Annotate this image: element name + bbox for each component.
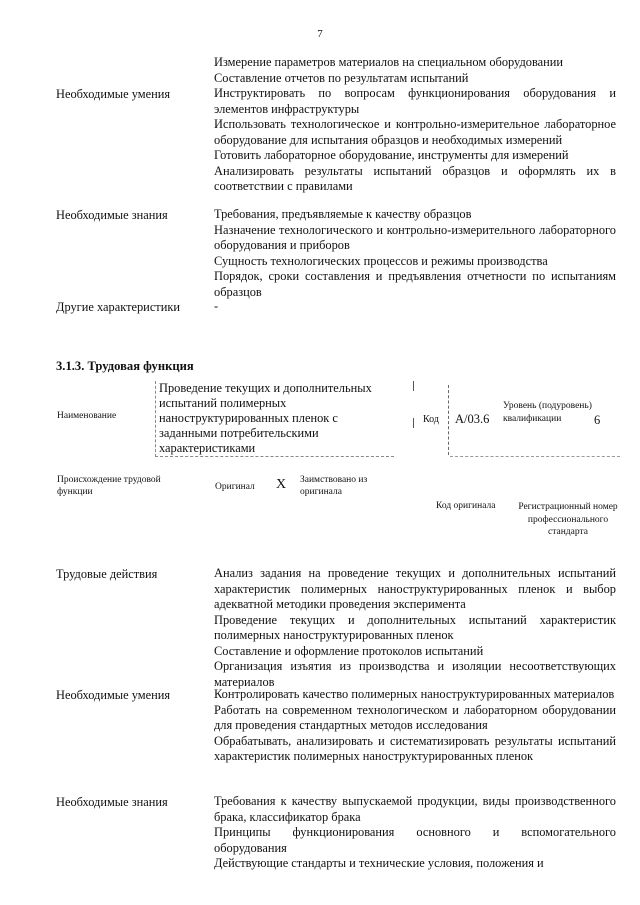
list-item: Составление отчетов по результатам испытаний (214, 70, 469, 85)
name-label: Наименование (57, 411, 117, 421)
list-item: Порядок, сроки составления и предъявления отчетности по испытаниям образцов (214, 269, 616, 299)
top-skills-label: Необходимые умения (56, 87, 171, 101)
list-item: Составление и оформление протоколов испытаний (214, 643, 484, 658)
other-characteristics-label: Другие характеристики (56, 300, 181, 314)
list-item: Использовать технологическое и контрольно-измерительное лабораторное оборудование для испытания образцов и необходимых измерений (214, 117, 616, 147)
list-item: Анализировать результаты испытаний образцов и оформлять их в соответствии с правилами (214, 163, 616, 193)
registration-number-label: Регистрационный номер профессионального стандарта (518, 502, 618, 537)
top-knowledge-row (56, 207, 616, 300)
list-item: Инструктировать по вопросам функционирования оборудования и элементов инфраструктуры (214, 86, 616, 116)
level-label: Уровень (подуровень) квалификации (503, 401, 592, 424)
list-item: Работать на современном технологическом и лабораторном оборудовании для проведения стандартных методов исследования (214, 702, 616, 732)
list-item: Готовить лабораторное оборудование, инструменты для измерений (214, 148, 569, 162)
list-item: Анализ задания на проведение текущих и дополнительных испытаний характеристик полимерных наноструктурированных пленок и выбор адекватной методики проведения эксперимента (214, 566, 616, 611)
divider (448, 385, 449, 455)
page-number: 7 (317, 28, 323, 40)
other-characteristics-value: - (214, 299, 219, 313)
section-title: 3.1.3. Трудовая функция (56, 359, 194, 373)
actions-list (214, 566, 616, 690)
actions-label: Трудовые действия (56, 567, 158, 581)
bottom-skills-list (214, 687, 616, 765)
origin-borrowed-label: Заимствовано из оригинала (300, 475, 368, 497)
list-item: Организация изъятия из производства и изоляции несоответствующих материалов (214, 659, 616, 689)
list-item: Проведение текущих и дополнительных испытаний характеристик полимерных наноструктурированных пленок (214, 612, 616, 642)
bottom-skills-label: Необходимые умения (56, 688, 171, 702)
list-item: Назначение технологического и контрольно-измерительного лабораторного оборудования и приборов (214, 222, 616, 252)
list-item: Требования, предъявляемые к качеству образцов (214, 207, 472, 221)
list-item: Контролировать качество полимерных наноструктурированных материалов (214, 687, 615, 701)
bottom-knowledge-row (56, 794, 616, 872)
divider (413, 381, 414, 391)
divider (413, 418, 414, 428)
function-name: Проведение текущих и дополнительных испытаний полимерных наноструктурированных пленок с заданными потребительскими характеристиками (155, 381, 394, 457)
origin-label: Происхождение трудовой функции (57, 475, 161, 497)
top-skills-list (214, 86, 616, 195)
list-item: Требования к качеству выпускаемой продукции, виды производственного брака, классификатор брака (214, 794, 616, 824)
actions-row (56, 566, 616, 690)
origin-original-label: Оригинал (215, 482, 255, 492)
function-code: А/03.6 (455, 412, 490, 426)
top-knowledge-label: Необходимые знания (56, 208, 168, 222)
original-code-label: Код оригинала (436, 501, 496, 511)
bottom-skills-row (56, 687, 616, 765)
list-item: Действующие стандарты и технические условия, положения и (214, 856, 544, 870)
other-characteristics-row (56, 299, 616, 315)
code-label: Код (423, 414, 439, 425)
bottom-knowledge-list (214, 794, 616, 872)
continued-items-list (214, 55, 616, 86)
origin-mark: X (276, 477, 287, 492)
list-item: Измерение параметров материалов на специальном оборудовании (214, 55, 564, 69)
list-item: Сущность технологических процессов и режимы производства (214, 253, 548, 268)
bottom-knowledge-label: Необходимые знания (56, 795, 168, 809)
qualification-level: 6 (594, 413, 601, 427)
top-skills-row (56, 86, 616, 195)
list-item: Принципы функционирования основного и вспомогательного оборудования (214, 825, 616, 855)
top-knowledge-list (214, 207, 616, 300)
continued-items-row (56, 55, 616, 86)
divider (450, 456, 620, 457)
list-item: Обрабатывать, анализировать и систематизировать результаты испытаний характеристик полимерных наноструктурированных пленок (214, 733, 616, 763)
